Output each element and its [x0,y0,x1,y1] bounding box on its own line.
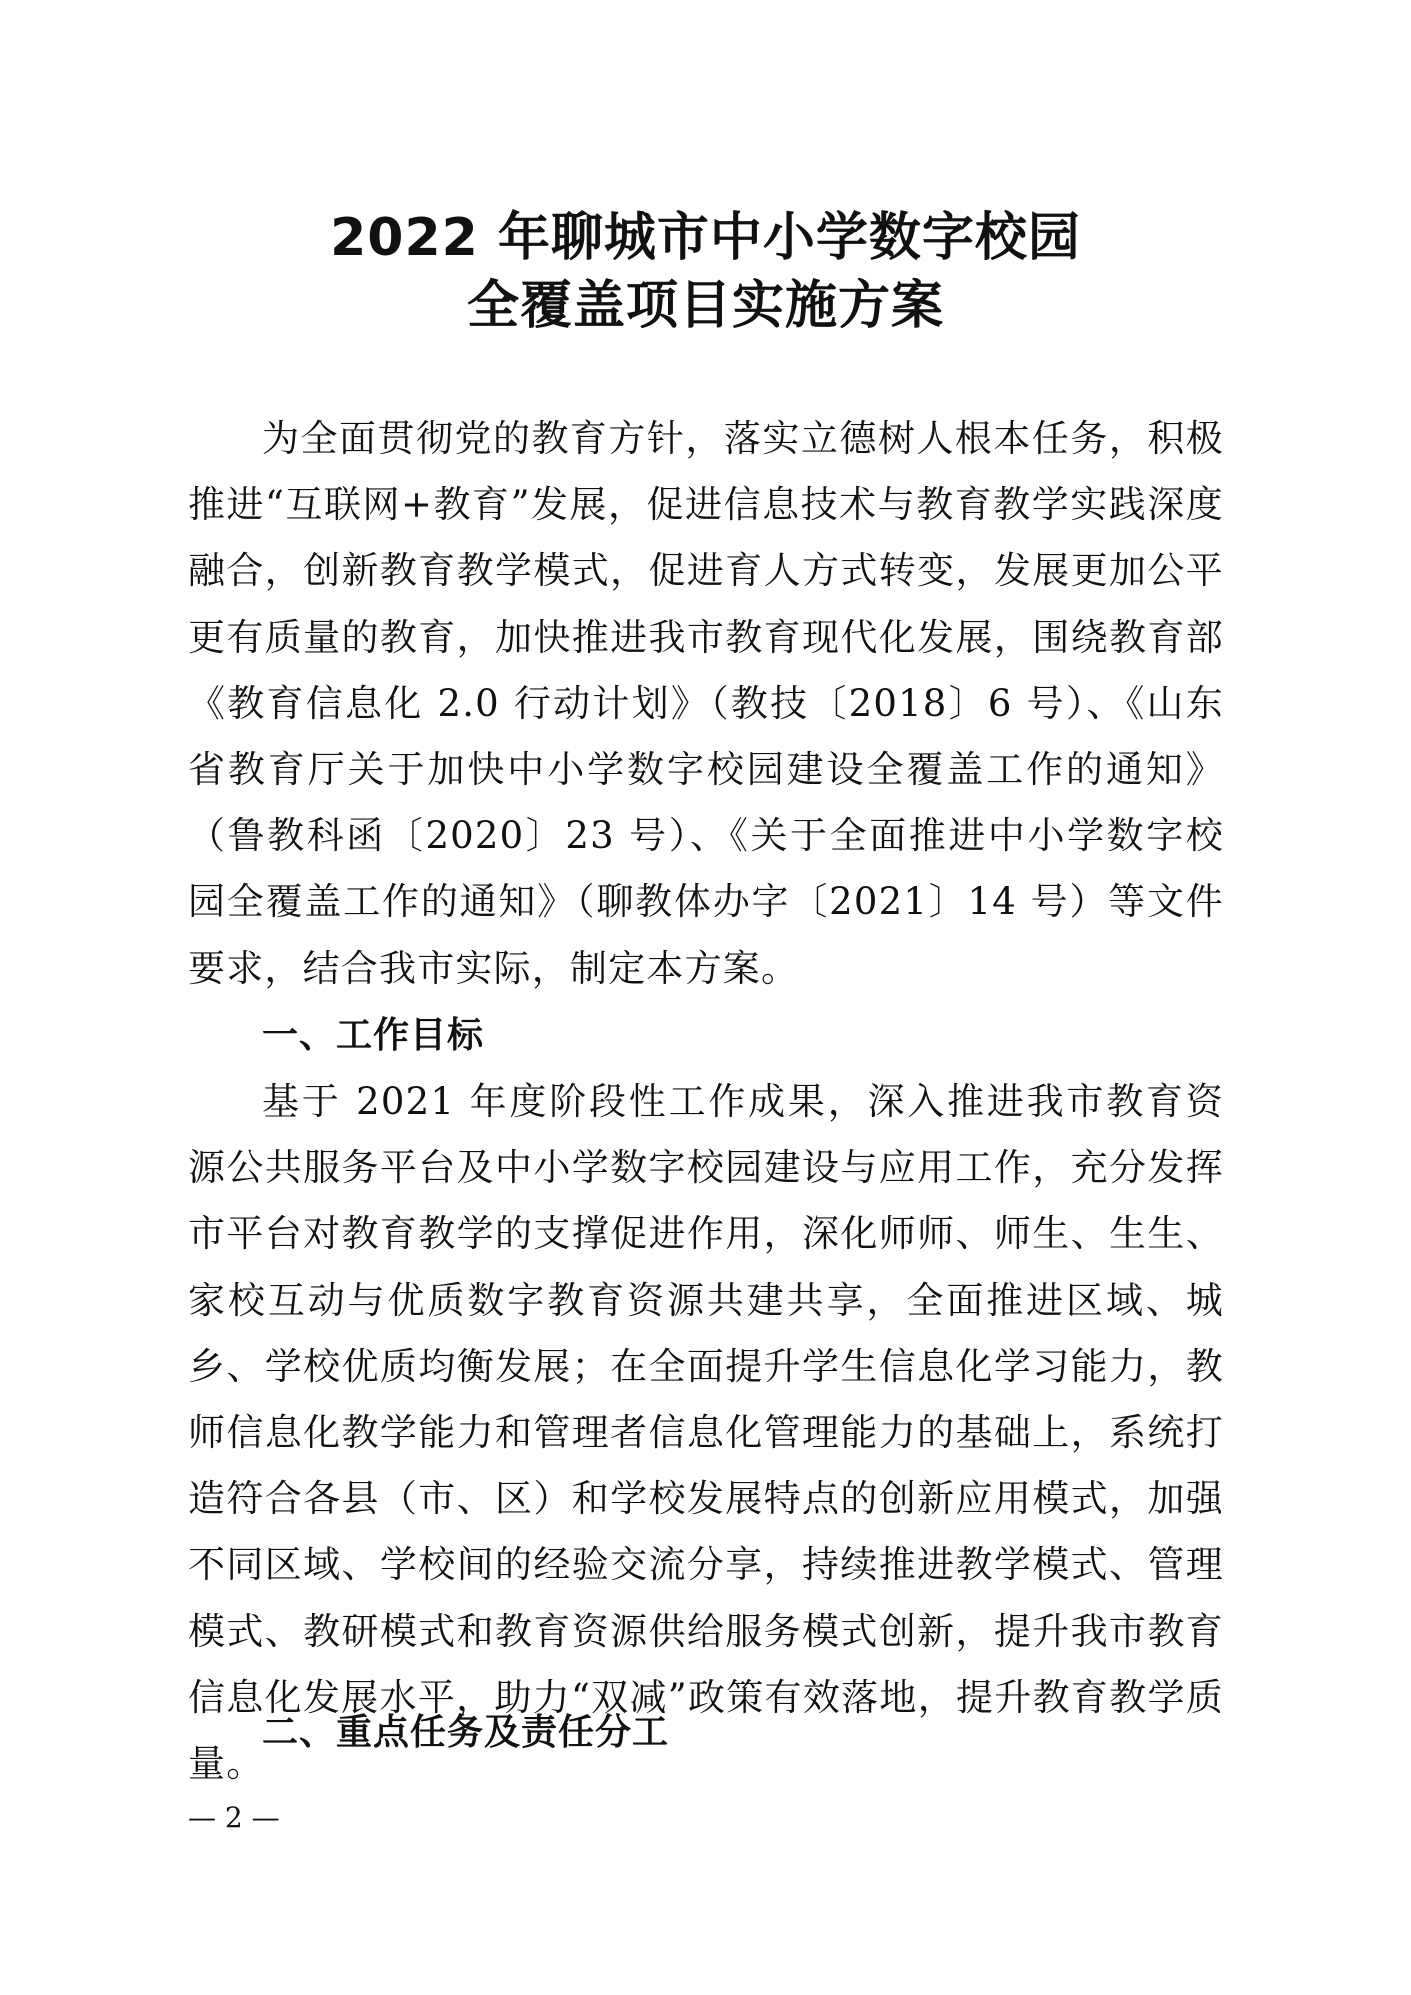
page-number: — 2 — [188,1801,280,1834]
intro-paragraph: 为全面贯彻党的教育方针，落实立德树人根本任务，积极推进“互联网+教育”发展，促进信息技术与教育教学实践深度融合，创新教育教学模式，促进育人方式转变，发展更加公平更有质量的教育，加快推进我市教育现代化发展，围绕教育部《教育信息化 2.0 行动计划》（教技〔2018〕6 号）、《山东省教育厅关于加快中小学数字校园建设全覆盖工作的通知》（鲁教科函〔2020〕23 号）、《关于全面推进中小学数字校园全覆盖工作的通知》（聊教体办字〔2021〕14 号）等文件要求，结合我市实际，制定本方案。 [188,417,1224,990]
section-heading-key-tasks: 二、重点任务及责任分工 [262,1712,670,1753]
section-heading-work-goals: 一、工作目标 [262,1015,485,1056]
document-title-line-1: 2022 年聊城市中小学数字校园 [330,208,1081,268]
work-goals-paragraph: 基于 2021 年度阶段性工作成果，深入推进我市教育资源公共服务平台及中小学数字校园建设与应用工作，充分发挥市平台对教育教学的支撑促进作用，深化师师、师生、生生、家校互动与优质数字教育资源共建共享，全面推进区域、城乡、学校优质均衡发展；在全面提升学生信息化学习能力，教师信息化教学能力和管理者信息化管理能力的基础上，系统打造符合各县（市、区）和学校发展特点的创新应用模式，加强不同区域、学校间的经验交流分享，持续推进教学模式、管理模式、教研模式和教育资源供给服务模式创新，提升我市教育信息化发展水平，助力“双减”政策有效落地，提升教育教学质量。 [188,1080,1224,1786]
document-title-line-2: 全覆盖项目实施方案 [466,276,944,336]
